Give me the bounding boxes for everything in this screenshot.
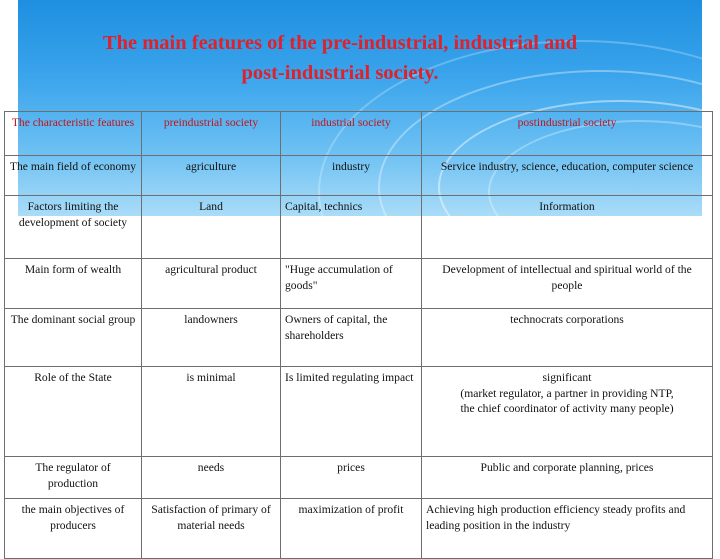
cell-characteristic: the main objectives of producers xyxy=(5,499,142,559)
table-row xyxy=(5,367,713,457)
cell-preindustrial: Satisfaction of primary of material needs xyxy=(142,499,281,559)
cell-postindustrial xyxy=(422,367,713,457)
cell-line: the chief coordinator of activity many people) xyxy=(460,402,674,415)
cell-postindustrial: Public and corporate planning, prices xyxy=(422,457,713,499)
cell-preindustrial: needs xyxy=(142,457,281,499)
cell-preindustrial: is minimal xyxy=(142,367,281,457)
cell-industrial: industry xyxy=(281,156,422,196)
cell-industrial: Owners of capital, the shareholders xyxy=(281,309,422,367)
cell-postindustrial: Service industry, science, education, computer science xyxy=(422,156,713,196)
cell-line: significant xyxy=(542,371,592,384)
table-row xyxy=(5,156,713,196)
cell-postindustrial: Information xyxy=(422,196,713,259)
cell-line: (market regulator, a partner in providing NTP, xyxy=(460,386,674,400)
cell-characteristic: The dominant social group xyxy=(5,309,142,367)
cell-industrial: Is limited regulating impact xyxy=(281,367,422,457)
cell-preindustrial: agricultural product xyxy=(142,259,281,309)
cell-preindustrial: landowners xyxy=(142,309,281,367)
cell-industrial: maximization of profit xyxy=(281,499,422,559)
cell-industrial: prices xyxy=(281,457,422,499)
cell-postindustrial: Achieving high production efficiency steady profits and leading position in the industry xyxy=(422,499,713,559)
slide-title xyxy=(30,28,650,88)
table-row xyxy=(5,309,713,367)
table-row xyxy=(5,259,713,309)
table-row xyxy=(5,499,713,559)
cell-characteristic: The regulator of production xyxy=(5,457,142,499)
header-cell-industrial: industrial society xyxy=(281,112,422,156)
features-table xyxy=(4,111,713,559)
cell-characteristic: Factors limiting the development of society xyxy=(5,196,142,259)
header-cell-postindustrial: postindustrial society xyxy=(422,112,713,156)
table-header-row xyxy=(5,112,713,156)
header-cell-characteristic: The characteristic features xyxy=(5,112,142,156)
cell-characteristic: Role of the State xyxy=(5,367,142,457)
header-cell-preindustrial: preindustrial society xyxy=(142,112,281,156)
cell-industrial: Capital, technics xyxy=(281,196,422,259)
cell-postindustrial: technocrats corporations xyxy=(422,309,713,367)
cell-characteristic: Main form of wealth xyxy=(5,259,142,309)
cell-industrial: "Huge accumulation of goods" xyxy=(281,259,422,309)
cell-postindustrial: Development of intellectual and spiritual world of the people xyxy=(422,259,713,309)
cell-characteristic: The main field of economy xyxy=(5,156,142,196)
table-row xyxy=(5,457,713,499)
slide-title-line-2: post-industrial society. xyxy=(241,62,439,84)
cell-preindustrial: Land xyxy=(142,196,281,259)
cell-preindustrial: agriculture xyxy=(142,156,281,196)
slide-title-line-1: The main features of the pre-industrial, industrial and xyxy=(102,32,578,54)
table-row xyxy=(5,196,713,259)
